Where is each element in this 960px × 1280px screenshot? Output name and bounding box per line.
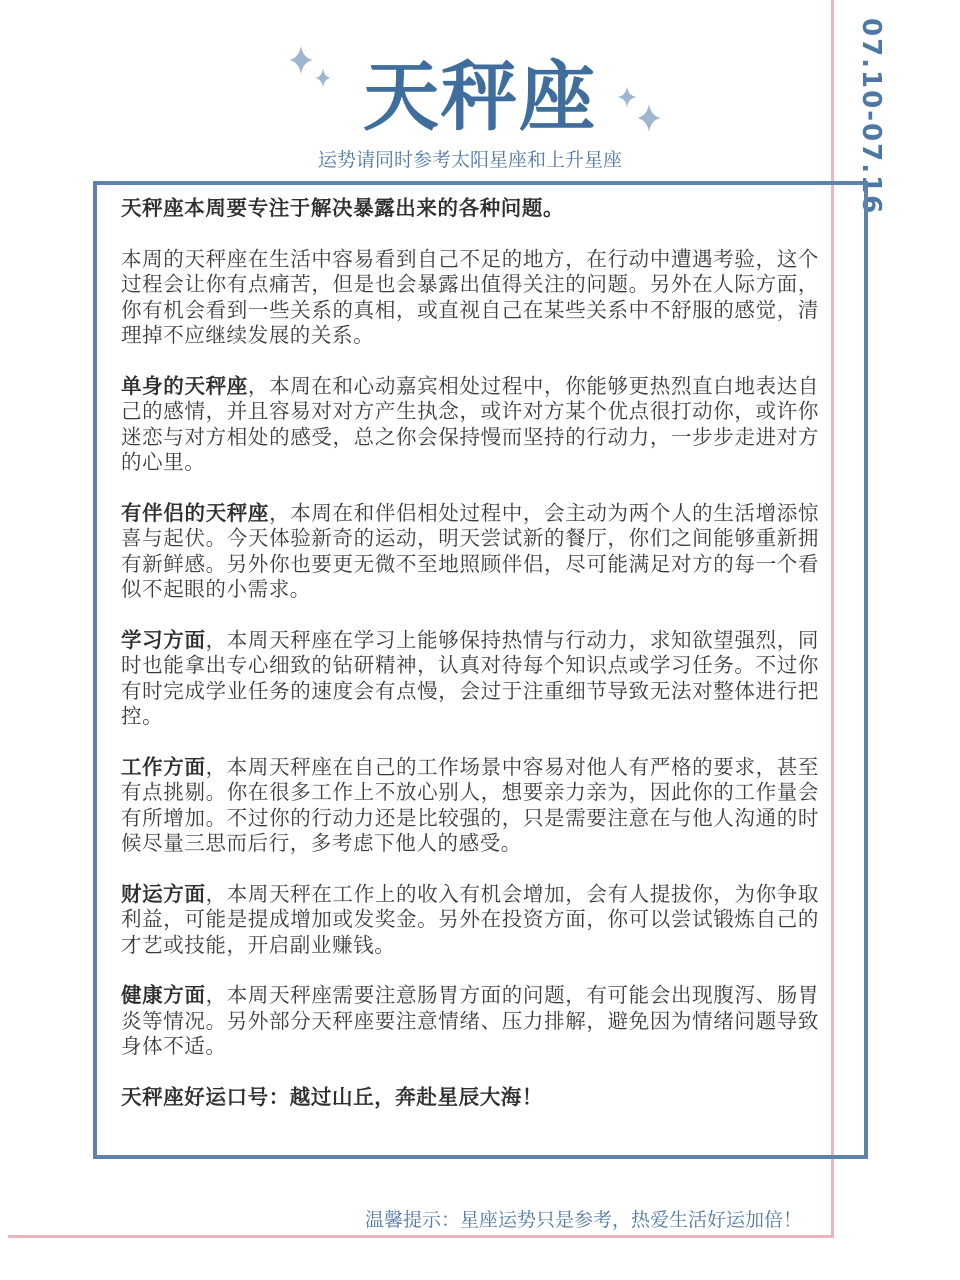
subtitle: 运势请同时参考太阳星座和上升星座 <box>317 149 622 171</box>
sparkle-icon <box>287 44 337 94</box>
section-wealth: 财运方面，本周天秤在工作上的收入有机会增加，会有人提拔你，为你争取利益，可能是提成增加或发奖金。另外在投资方面，你可以尝试锻炼自己的才艺或技能，开启副业赚钱。 <box>121 881 819 957</box>
section-couple: 有伴侣的天秤座，本周在和伴侣相处过程中，会主动为两个人的生活增添惊喜与起伏。今天体验新奇的运动，明天尝试新的餐厅，你们之间能够重新拥有新鲜感。另外你也要更无微不至地照顾伴侣，尽可能满足对方的每一个看似不起眼的小需求。 <box>121 500 819 601</box>
sparkle-icon <box>615 84 665 136</box>
intro-paragraph: 本周的天秤座在生活中容易看到自己不足的地方，在行动中遭遇考验，这个过程会让你有点痛苦，但是也会暴露出值得关注的问题。另外在人际方面，你有机会看到一些关系的真相，或直视自己在某些关系中不舒服的感觉，清理掉不应继续发展的关系。 <box>121 246 819 347</box>
section-work: 工作方面，本周天秤座在自己的工作场景中容易对他人有严格的要求，甚至有点挑剔。你在很多工作上不放心别人，想要亲力亲为，因此你的工作量会有所增加。不过你的行动力还是比较强的，只是需要注意在与他人沟通的时候尽量三思而后行，多考虑下他人的感受。 <box>121 754 819 855</box>
content-body <box>121 196 819 1135</box>
section-health: 健康方面，本周天秤座需要注意肠胃方面的问题，有可能会出现腹泻、肠胃炎等情况。另外部分天秤座要注意情绪、压力排解，避免因为情绪问题导致身体不适。 <box>121 983 819 1058</box>
section-study: 学习方面，本周天秤座在学习上能够保持热情与行动力，求知欲望强烈，同时也能拿出专心细致的钻研精神，认真对待每个知识点或学习任务。不过你有时完成学业任务的速度会有点慢，会过于注重细节导致无法对整体进行把控。 <box>121 627 819 728</box>
headline: 天秤座本周要专注于解决暴露出来的各种问题。 <box>121 196 565 220</box>
date-range: 07.10-07.16 <box>856 18 886 216</box>
page-title: 天秤座 <box>363 52 597 141</box>
slogan: 天秤座好运口号：越过山丘，奔赴星辰大海！ <box>121 1084 543 1109</box>
footer-tip: 温馨提示：星座运势只是参考，热爱生活好运加倍！ <box>365 1209 803 1231</box>
pink-horizontal-line <box>8 1235 834 1238</box>
section-single: 单身的天秤座，本周在和心动嘉宾相处过程中，你能够更热烈直白地表达自己的感情，并且容易对对方产生执念，或许对方某个优点很打动你，或许你迷恋与对方相处的感受，总之你会保持慢而坚持的行动力，一步步走进对方的心里。 <box>121 373 819 474</box>
